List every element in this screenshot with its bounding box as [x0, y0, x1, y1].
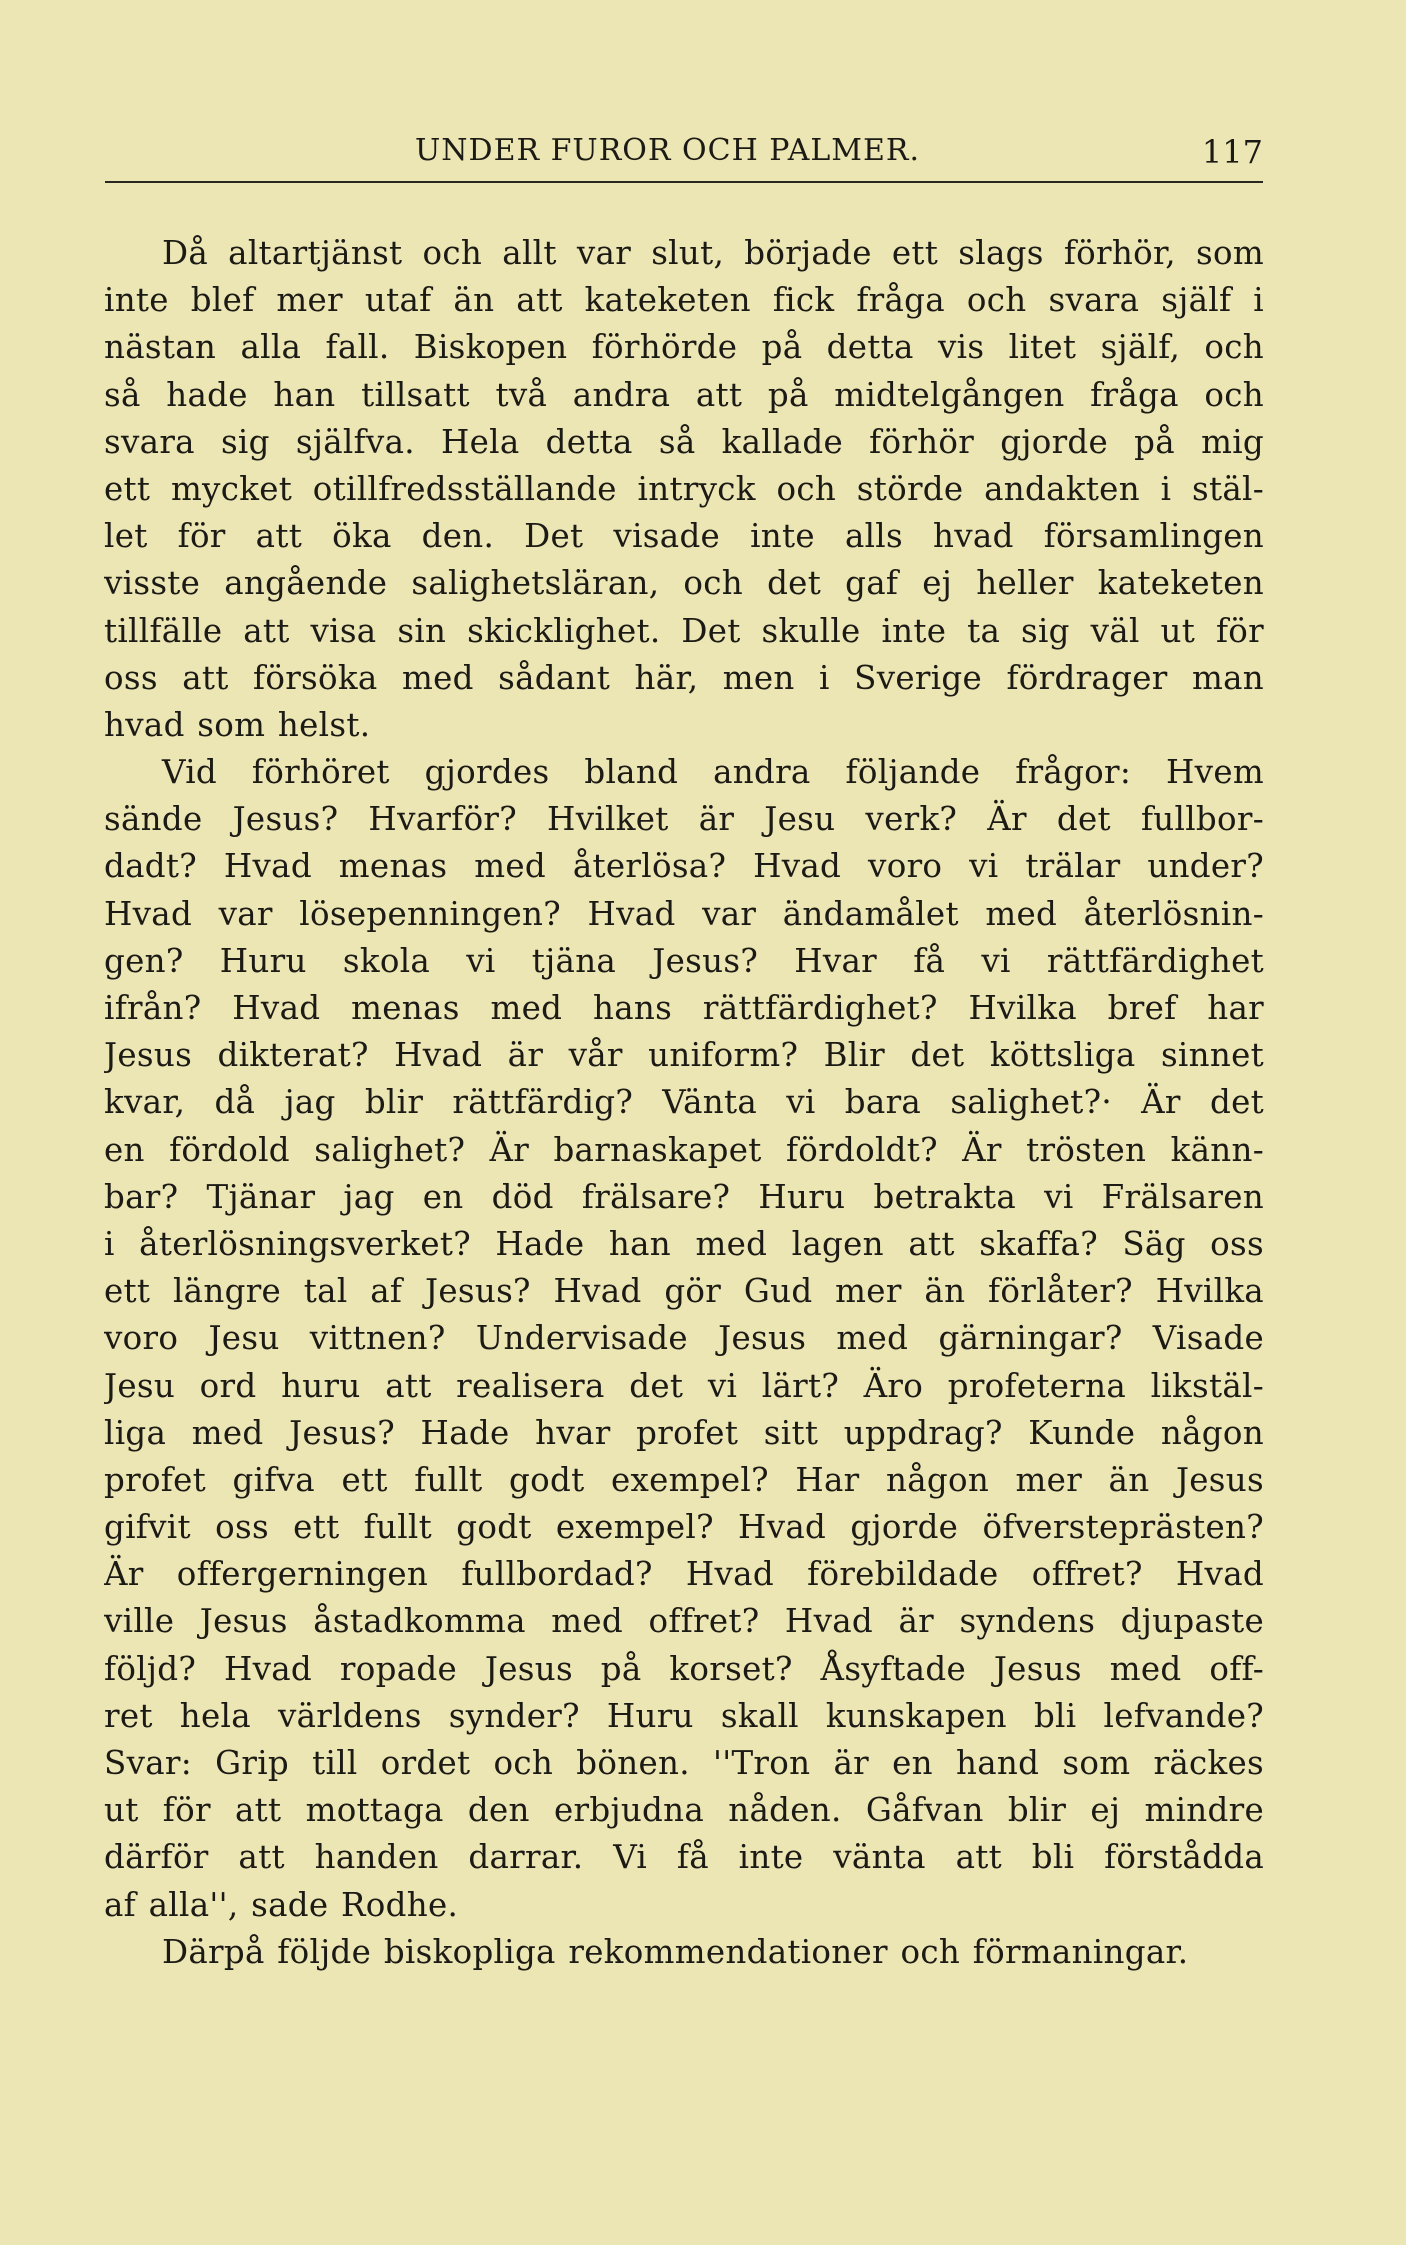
text-line: let för att öka den. Det visade inte alls hvad församlingen	[104, 517, 1264, 556]
text-line: ut för att mottaga den erbjudna nåden. Gåfvan blir ej mindre	[104, 1791, 1264, 1830]
text-line: tillfälle att visa sin skicklighet. Det skulle inte ta sig väl ut för	[104, 611, 1264, 650]
text-line: följd? Hvad ropade Jesus på korset? Åsyftade Jesus med off-	[104, 1649, 1264, 1688]
text-line: ett längre tal af Jesus? Hvad gör Gud mer än förlåter? Hvilka	[104, 1272, 1264, 1311]
text-line: ifrån? Hvad menas med hans rättfärdighet? Hvilka bref har	[104, 989, 1264, 1027]
text-line: liga med Jesus? Hade hvar profet sitt uppdrag? Kunde någon	[104, 1413, 1264, 1452]
text-line: hvad som helst.	[104, 705, 371, 744]
text-line: bar? Tjänar jag en död frälsare? Huru betrakta vi Frälsaren	[104, 1177, 1264, 1216]
text-line: af alla'', sade Rodhe.	[104, 1885, 459, 1924]
text-line: dadt? Hvad menas med återlösa? Hvad voro vi trälar under?	[104, 847, 1264, 886]
text-line: ret hela världens synder? Huru skall kunskapen bli lefvande?	[104, 1696, 1264, 1735]
running-title: UNDER FUROR OCH PALMER.	[415, 133, 921, 168]
text-line: ville Jesus åstadkomma med offret? Hvad är syndens djupaste	[104, 1602, 1264, 1641]
text-line: Vid förhöret gjordes bland andra följande frågor: Hvem	[162, 753, 1264, 792]
text-line: ett mycket otillfredsställande intryck och störde andakten i stäl-	[104, 469, 1264, 508]
page-number: 117	[1201, 133, 1263, 171]
text-line: Är offergerningen fullbordad? Hvad förebildade offret? Hvad	[104, 1555, 1264, 1594]
text-line: Jesus dikterat? Hvad är vår uniform? Blir det köttsliga sinnet	[104, 1036, 1264, 1075]
text-line: Jesu ord huru att realisera det vi lärt? Äro profeterna likstäl-	[104, 1366, 1264, 1405]
text-line: inte blef mer utaf än att kateketen fick fråga och svara själf i	[104, 281, 1264, 320]
text-line: voro Jesu vittnen? Undervisade Jesus med gärningar? Visade	[104, 1319, 1264, 1358]
body-text	[104, 230, 1264, 1976]
text-line: svara sig själfva. Hela detta så kallade förhör gjorde på mig	[104, 422, 1264, 461]
text-line: Svar: Grip till ordet och bönen. ''Tron är en hand som räckes	[104, 1744, 1264, 1782]
text-line: kvar, då jag blir rättfärdig? Vänta vi bara salighet?· Är det	[104, 1083, 1264, 1122]
text-line: oss att försöka med sådant här, men i Sverige fördrager man	[104, 658, 1264, 697]
text-line: Hvad var lösepenningen? Hvad var ändamålet med återlösnin-	[104, 894, 1264, 933]
text-line: i återlösningsverket? Hade han med lagen att skaffa? Säg oss	[104, 1224, 1264, 1263]
text-line: så hade han tillsatt två andra att på midtelgången fråga och	[104, 375, 1264, 414]
text-line: Därpå följde biskopliga rekommendationer och förmaningar.	[162, 1932, 1189, 1971]
text-line: gen? Huru skola vi tjäna Jesus? Hvar få vi rättfärdighet	[104, 941, 1264, 980]
text-line: visste angående salighetsläran, och det gaf ej heller kateketen	[104, 564, 1264, 603]
text-line: därför att handen darrar. Vi få inte vänta att bli förstådda	[104, 1838, 1264, 1877]
text-line: en fördold salighet? Är barnaskapet fördoldt? Är trösten känn-	[104, 1130, 1264, 1169]
page-header	[105, 133, 1263, 183]
text-line: Då altartjänst och allt var slut, började ett slags förhör, som	[162, 234, 1264, 272]
text-line: nästan alla fall. Biskopen förhörde på detta vis litet själf, och	[104, 328, 1264, 367]
text-line: gifvit oss ett fullt godt exempel? Hvad gjorde öfversteprästen?	[104, 1508, 1264, 1547]
text-line: profet gifva ett fullt godt exempel? Har någon mer än Jesus	[104, 1460, 1264, 1499]
text-line: sände Jesus? Hvarför? Hvilket är Jesu verk? Är det fullbor-	[104, 800, 1264, 839]
